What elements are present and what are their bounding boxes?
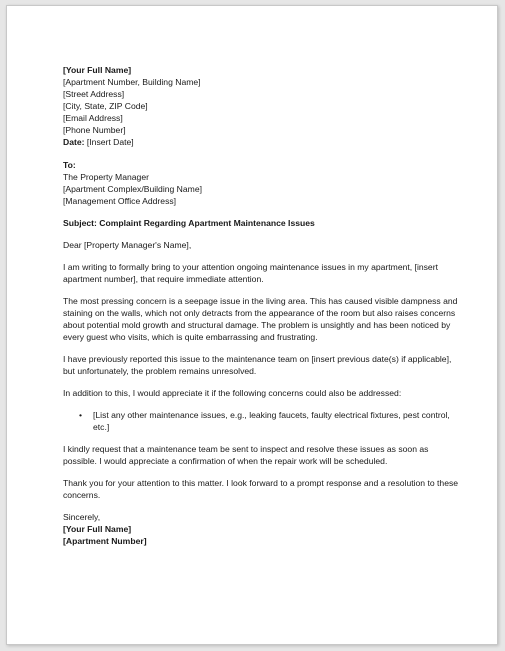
sender-city: [City, State, ZIP Code] <box>63 101 148 111</box>
date-line <box>63 136 463 148</box>
recipient-block <box>63 159 463 207</box>
list-item-text: [List any other maintenance issues, e.g., leaking faucets, faulty electrical fixtures, pest control, etc.] <box>93 410 450 432</box>
sender-apartment: [Apartment Number, Building Name] <box>63 77 201 87</box>
letter-page <box>6 5 498 645</box>
paragraph-seepage: The most pressing concern is a seepage issue in the living area. This has caused visible dampness and staining on the walls, which not only detracts from the appearance of the room but also raises concerns about potential mold growth and structural damage. The problem is unsightly and has been noticed by every guest who visits, which is quite embarrassing and frustrating. <box>63 296 458 342</box>
salutation: Dear [Property Manager's Name], <box>63 240 192 250</box>
concerns-list <box>63 409 463 433</box>
closing-name: [Your Full Name] <box>63 524 132 534</box>
subject-line: Subject: Complaint Regarding Apartment Maintenance Issues <box>63 218 315 228</box>
paragraph-request: I kindly request that a maintenance team be sent to inspect and resolve these issues as soon as possible. I would appreciate a confirmation of when the repair work will be scheduled. <box>63 444 429 466</box>
recipient-complex: [Apartment Complex/Building Name] <box>63 184 202 194</box>
signoff: Sincerely, <box>63 512 101 522</box>
list-item <box>79 409 463 433</box>
recipient-title: The Property Manager <box>63 172 149 182</box>
closing-apartment: [Apartment Number] <box>63 536 147 546</box>
paragraph-intro: I am writing to formally bring to your attention ongoing maintenance issues in my apartment, [insert apartment number], that require immediate attention. <box>63 262 438 284</box>
bullet-dot-icon: • <box>79 410 83 420</box>
sender-block <box>63 64 463 148</box>
date-label: Date: <box>63 137 85 147</box>
recipient-address: [Management Office Address] <box>63 196 177 206</box>
paragraph-thanks: Thank you for your attention to this matter. I look forward to a prompt response and a resolution to these concerns. <box>63 478 459 500</box>
sender-phone: [Phone Number] <box>63 125 126 135</box>
paragraph-previous-report: I have previously reported this issue to the maintenance team on [insert previous date(s) if applicable], but unfortunately, the problem remains unresolved. <box>63 354 452 376</box>
closing-block <box>63 511 463 547</box>
paragraph-additional: In addition to this, I would appreciate it if the following concerns could also be addressed: <box>63 388 402 398</box>
letter-body <box>63 64 463 547</box>
date-value: [Insert Date] <box>84 137 134 147</box>
sender-street: [Street Address] <box>63 89 125 99</box>
sender-name: [Your Full Name] <box>63 65 132 75</box>
sender-email: [Email Address] <box>63 113 123 123</box>
to-label: To: <box>63 160 76 170</box>
